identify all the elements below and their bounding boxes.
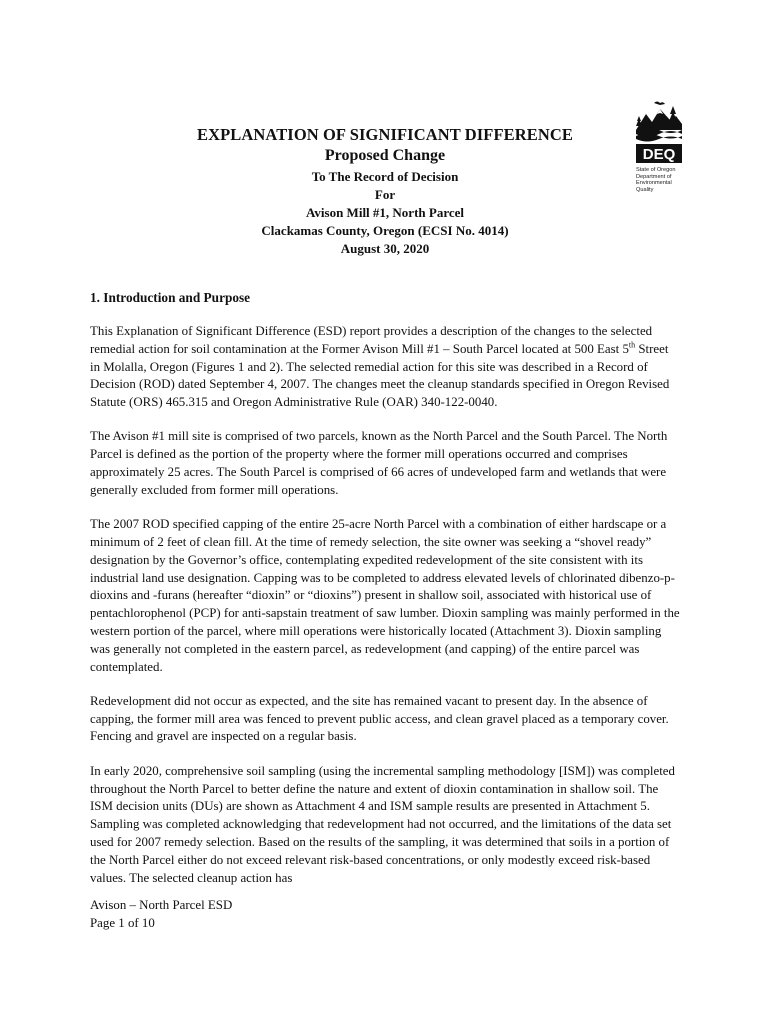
section-heading: 1. Introduction and Purpose: [90, 290, 251, 305]
paragraph-2: The Avison #1 mill site is comprised of two parcels, known as the North Parcel and the South Parcel. The North Parcel is defined as the portion of the property where the former mill operations occurred and comprises approximately 25 acres. The South Parcel is comprised of 66 acres of undeveloped farm and wetlands that were generally excluded from former mill operations.: [90, 429, 668, 497]
paragraph-1: [90, 323, 680, 412]
document-subtitle: Proposed Change: [324, 147, 446, 164]
title-block: [180, 124, 590, 257]
deq-emblem-icon: [636, 100, 682, 164]
title-line-for: For: [374, 187, 396, 202]
title-county: Clackamas County, Oregon (ECSI No. 4014): [261, 223, 509, 238]
paragraph-3: The 2007 ROD specified capping of the entire 25-acre North Parcel with a combination of either hardscape or a minimum of 2 feet of clean fill. At the time of remedy selection, the site owner was seeking a “shovel ready” designation by the Governor’s office, contemplating expedited redevelopment of the site consistent with its industrial land use designation. Capping was to be completed to address elevated levels of chlorinated dibenzo-p-dioxins and -furans (hereafter “dioxin” or “dioxins”) present in shallow soil, associated with historical use of pentachlorophenol (PCP) for anti-sapstain treatment of saw lumber. Dioxin sampling was mainly performed in the western portion of the parcel, where mill operations were historically located (Attachment 3). Dioxin sampling was generally not completed in the eastern parcel, as redevelopment (and capping) of the entire parcel was contemplated.: [90, 517, 680, 674]
logo-caption-line: State of Oregon: [636, 167, 676, 173]
paragraph-5: In early 2020, comprehensive soil sampling (using the incremental sampling methodology [ISM]) was completed throughout the North Parcel to better define the nature and extent of dioxin contamination in shallow soil. The ISM decision units (DUs) are shown as Attachment 4 and ISM sample results are presented in Attachment 5. Sampling was completed acknowledging that redevelopment had not occurred, and the limitations of the data set used for 2007 remedy selection. Based on the results of the sampling, it was determined that soils in a portion of the North Parcel either do not exceed relevant risk-based concentrations, or only modestly exceed risk-based values. The selected cleanup action has: [90, 763, 675, 885]
ordinal-superscript: th: [628, 340, 636, 350]
title-date: August 30, 2020: [340, 241, 430, 256]
logo-caption-line: Quality: [636, 186, 654, 193]
logo-caption-line: Department of: [636, 173, 672, 180]
document-title: EXPLANATION OF SIGNIFICANT DIFFERENCE: [196, 125, 574, 144]
footer-doc-name: Avison – North Parcel ESD: [90, 898, 233, 912]
footer-page-number: Page 1 of 10: [90, 915, 155, 930]
deq-mark-text: DEQ: [642, 146, 676, 163]
page-footer: [90, 897, 232, 932]
title-site-name: Avison Mill #1, North Parcel: [305, 205, 465, 220]
logo-caption-line: Environmental: [636, 180, 672, 187]
logo-caption: [636, 167, 696, 193]
paragraph-4: Redevelopment did not occur as expected, and the site has remained vacant to present day. In the absence of capping, the former mill area was fenced to prevent public access, and clean gravel placed as a temporary cover. Fencing and gravel are inspected on a regular basis.: [90, 693, 669, 744]
deq-logo: [636, 100, 706, 193]
title-line-to: To The Record of Decision: [311, 169, 459, 184]
paragraph-1-text-a: This Explanation of Significant Difference (ESD) report provides a description of the changes to the selected remedial action for soil contamination at the Former Avison Mill #1 – South Parcel located at 500 East 5: [90, 324, 653, 356]
document-body: [90, 289, 680, 904]
paragraph-1-text-b: Street in Molalla, Oregon (Figures 1 and 2). The selected remedial action for this site was described in a Record of Decision (ROD) dated September 4, 2007. The changes meet the cleanup standards specified in Oregon Revised Statute (ORS) 465.315 and Oregon Administrative Rule (OAR) 340-122-0040.: [90, 341, 670, 410]
